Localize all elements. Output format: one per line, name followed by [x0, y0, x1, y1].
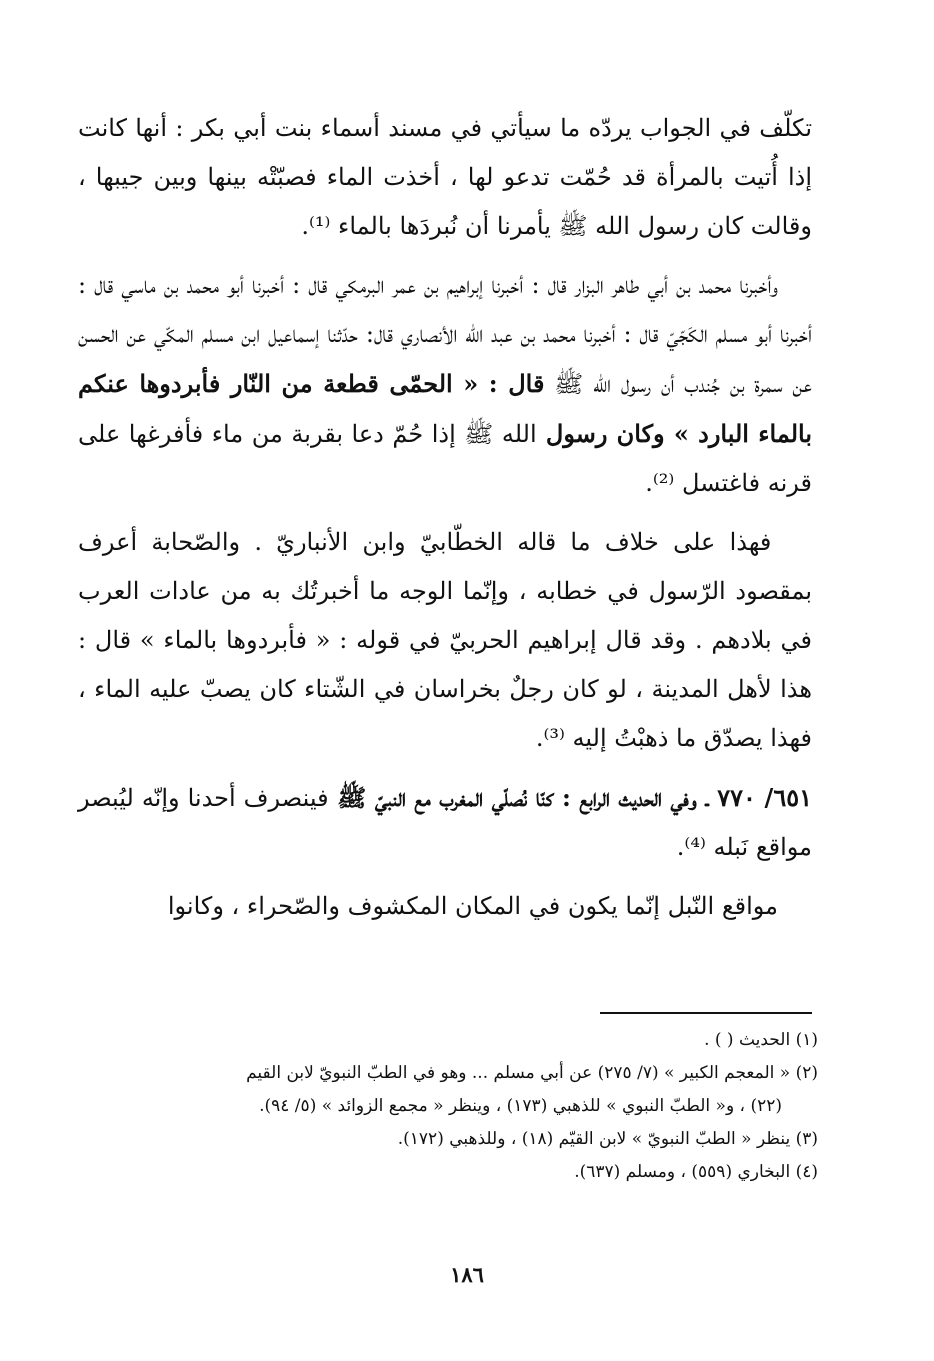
paragraph-2	[78, 261, 812, 508]
footnote-3: (٣) ينظر « الطبّ النبويّ » لابن القيّم (١٨) ، وللذهبي (١٧٢).	[397, 1129, 818, 1149]
text-line: وبين جيبها ، وقالت كان رسول الله ﷺ يأمرنا أن نُبردَها بالماء ⁽¹⁾.	[78, 163, 812, 240]
text-line: العرب في بلادهم . وقد قال إبراهيم الحربيّ في قوله : « فأبردوها	[78, 577, 812, 654]
text-line: فهذا على خلاف ما قاله الخطّابيّ وابن الأنباريّ . والصّحابة أعرف	[78, 528, 772, 556]
footnote-2: (٢) « المعجم الكبير » (٧/ ٢٧٥) عن أبي مسلم ... وهو في الطبّ النبويّ لابن القيم	[246, 1063, 818, 1083]
text-line: تكلّف في الجواب يردّه ما سيأتي في مسند أسماء بنت أبي بكر : أنها	[126, 114, 812, 142]
footnote-separator	[600, 1012, 812, 1014]
text-line: ابن مسلم المكّي عن الحسن عن سمرة بن جُندب أن رسول الله ﷺ	[78, 320, 812, 398]
text-line: الله ﷺ إذا حُمّ دعا بقربة من ماء فأفرغها على قرنه فاغتسل ⁽²⁾.	[78, 420, 812, 497]
text-line: بالماء » قال : هذا لأهل المدينة ، لو كان رجلٌ بخراسان في الشّتاء	[78, 626, 813, 703]
paragraph-4-hadith-heading	[78, 773, 812, 872]
text-line: كان يصبّ عليه الماء ، فهذا يصدّق ما ذهبْتُ إليه ⁽³⁾.	[78, 675, 812, 752]
paragraph-1	[78, 104, 812, 251]
footnote-4: (٤) البخاري (٥٥٩) ، ومسلم (٦٣٧).	[574, 1162, 818, 1182]
main-text	[78, 104, 812, 941]
text-line: مواقع النّبل إنّما يكون في المكان المكشوف والصّحراء ، وكانوا	[167, 892, 778, 920]
text-line: كانت إذا أُتيت بالمرأة قد حُمّت تدعو لها ، أخذت الماء فصبّتْه بينها	[78, 114, 812, 191]
hadith-quote-line: قال : « الحمّى قطعة من النّار فأبردوها عنكم بالماء البارد » وكان رسول	[78, 369, 813, 448]
paragraph-3	[78, 518, 812, 763]
text-line: البرمكي قال : أخبرنا أبو محمد بن ماسي قال : أخبرنا أبو مسلم	[78, 271, 813, 348]
paragraph-5	[78, 882, 812, 931]
footnotes	[78, 1024, 818, 1189]
footnote-1: (١) الحديث ( ) .	[704, 1030, 818, 1050]
hadith-number-line: ٦٥١/ ٧٧٠ ـ وفي الحديث الرابع : كنّا نُصلّي المغرب مع النبيّ ﷺ	[328, 783, 812, 812]
text-line: الكَجّيّ قال : أخبرنا محمد بن عبد الله الأنصاري قال: حدّثنا إسماعيل	[260, 320, 708, 348]
text-line: فينصرف أحدنا وإنّه ليُبصر مواقع نَبله ⁽⁴⁾.	[78, 784, 812, 861]
text-line: وأخبرنا محمد بن أبي طاهر البزار قال : أخبرنا إبراهيم بن عمر	[384, 271, 778, 299]
footnote-2-continued: (٢٢) ، و« الطبّ النبوي » للذهبي (١٧٣) ، وينظر « مجمع الزوائد » (٥/ ٩٤).	[259, 1096, 782, 1116]
text-line: بمقصود الرّسول في خطابه ، وإنّما الوجه ما أخبرتُك به من عادات	[139, 577, 812, 605]
page-number: ١٨٦	[450, 1262, 484, 1287]
